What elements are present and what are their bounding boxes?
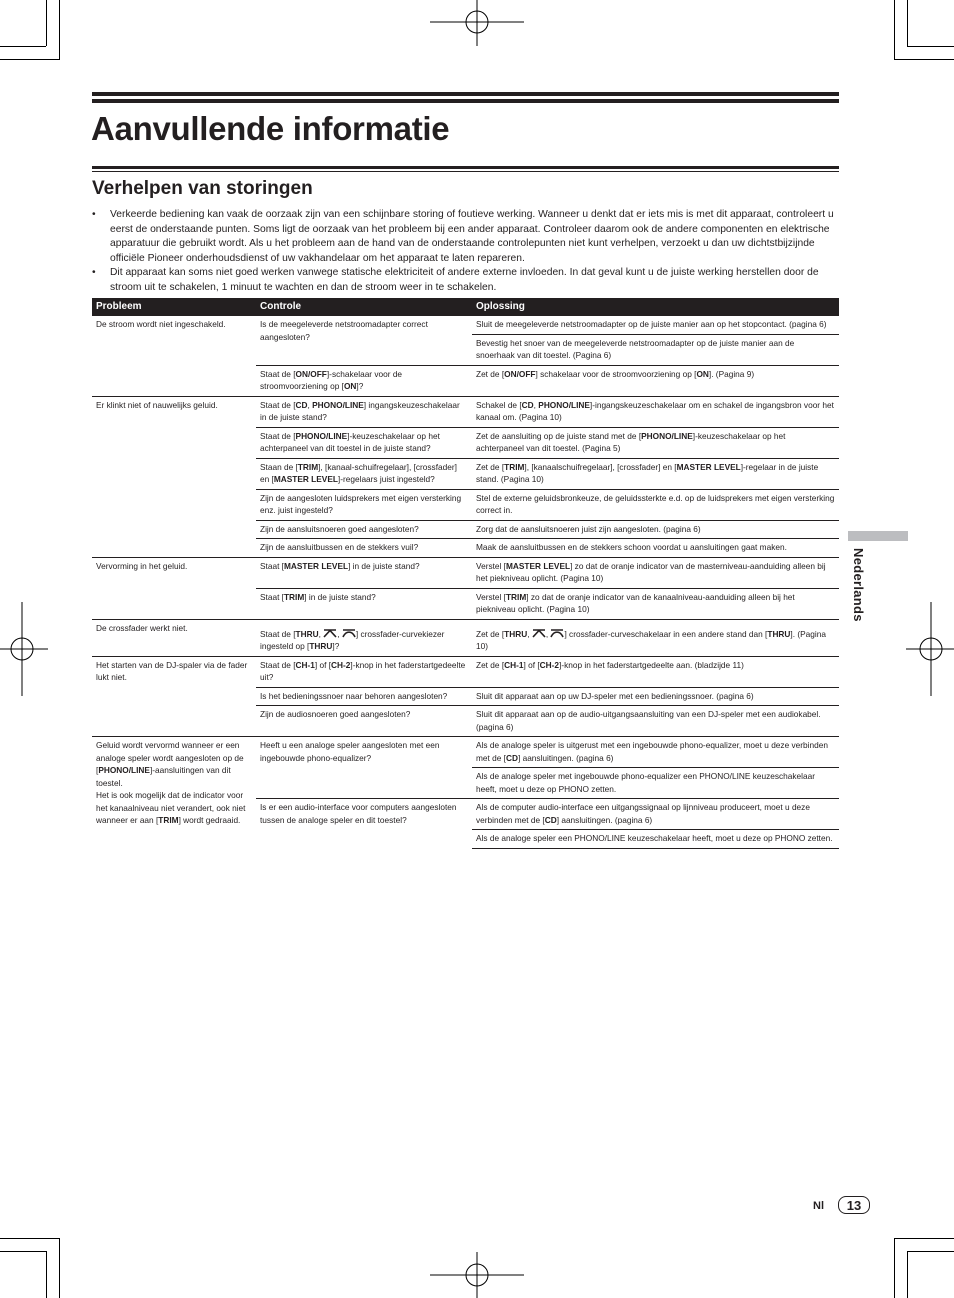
table-row — [92, 737, 839, 768]
solution-text: Zorg dat de aansluitsnoeren juist zijn aangesloten. (pagina 6) — [476, 523, 701, 534]
problem-cell: Geluid wordt vervormd wanneer er een analoge speler wordt aangesloten op de [PHONO/LINE]-aansluitingen van dit toestel. Het is ook mogelijk dat de indicator voor het kanaalniveau niet verandert, ook niet wanneer er aan [TRIM] wordt gedraaid. — [92, 737, 256, 849]
check-cell: Staat de [CD, PHONO/LINE] ingangskeuzeschakelaar in de juiste stand? — [256, 396, 472, 427]
check-text: Heeft u een analoge speler aangesloten met een ingebouwde phono-equalizer? — [260, 740, 440, 763]
control-label: THRU — [295, 628, 319, 639]
title-rule — [92, 99, 839, 103]
curve-smooth-icon — [342, 629, 356, 638]
table-header-row — [92, 298, 839, 316]
problem-cell — [92, 396, 256, 557]
check-text: Zijn de audiosnoeren goed aangesloten? — [260, 709, 411, 719]
control-label: ON — [696, 368, 709, 379]
crop-mark — [894, 1238, 895, 1298]
problem-text: Er klinkt niet of nauwelijks geluid. — [96, 399, 218, 410]
control-label: CH-2 — [331, 659, 351, 670]
table-row — [92, 557, 839, 588]
control-label: MASTER LEVEL — [676, 461, 741, 472]
crop-mark — [894, 1238, 954, 1239]
solution-cell: Zet de aansluiting op de juiste stand met de [PHONO/LINE]-keuzeschakelaar op het achterpaneel van dit toestel. (Pagina 5) — [472, 427, 839, 458]
crop-mark — [15, 46, 46, 47]
solution-cell: Zet de [THRU, , ] crossfader-curveschakelaar in een andere stand dan [THRU]. (Pagina 10) — [472, 619, 839, 656]
solution-text: Bevestig het snoer van de meegeleverde netstroomadapter op de juiste manier aan de snoerhaak van dit toestel. (Pagina 6) — [476, 337, 795, 360]
check-cell — [256, 489, 472, 520]
check-cell — [256, 539, 472, 558]
curve-smooth-icon — [550, 629, 564, 638]
problem-cell — [92, 316, 256, 396]
problem-cell — [92, 619, 256, 656]
solution-text: Maak de aansluitbussen en de stekkers schoon voordat u aansluitingen gaat maken. — [476, 542, 787, 552]
control-label: CH-2 — [539, 659, 560, 670]
control-label: TRIM — [297, 461, 319, 472]
registration-mark-icon — [906, 602, 954, 696]
problem-cell — [92, 557, 256, 619]
column-header: Controle — [256, 298, 472, 316]
check-cell: Staat de [THRU, , ] crossfader-curvekiezer ingesteld op [THRU]? — [256, 619, 472, 656]
check-cell: Staat de [PHONO/LINE]-keuzeschakelaar op het achterpaneel van dit toestel in de juiste stand? — [256, 427, 472, 458]
crop-mark — [0, 1251, 46, 1252]
solution-cell: Verstel [MASTER LEVEL] zo dat de oranje indicator van de masterniveau-aanduiding alleen bij het piekniveau oplicht. (Pagina 10) — [472, 557, 839, 588]
check-cell: Staat [MASTER LEVEL] in de juiste stand? — [256, 557, 472, 588]
control-label: TRIM — [504, 461, 525, 472]
solution-text: Sluit dit apparaat aan op de audio-uitgangsaansluiting van een DJ-speler met een audiokabel. (pagina 6) — [476, 709, 821, 732]
bullet: • — [92, 209, 96, 220]
title-rule — [92, 92, 839, 96]
curve-sharp-icon — [532, 629, 546, 638]
solution-cell: Zet de [CH-1] of [CH-2]-knop in het faderstartgedeelte aan. (bladzijde 11) — [472, 656, 839, 687]
crop-mark — [894, 59, 954, 60]
list-item — [92, 208, 842, 266]
control-label: TRIM — [283, 591, 305, 602]
crop-mark — [907, 0, 908, 46]
solution-cell — [472, 316, 839, 334]
control-label: THRU — [504, 628, 528, 639]
intro-text: Verkeerde bediening kan vaak de oorzaak zijn van een schijnbare storing of foutieve werking. Wanneer u denkt dat er iets mis is met dit apparaat, controleert u eerst de onderstaande punten. Soms ligt de oorzaak van het probleem bij een ander apparaat. Controleer daarom ook de andere componenten en elektrische apparatuur die gebruikt wordt. Als u het probleem aan de hand van de onderstaande controlepunten niet kunt verhelpen, verzoekt u dan uw dichtstbijzijnde officiële Pioneer onderhoudsdienst of uw vakhandelaar om het apparaat te laten repareren. — [110, 209, 834, 264]
registration-mark-icon — [430, 1250, 524, 1298]
control-label: PHONO/LINE — [641, 430, 693, 441]
check-text: Zijn de aangesloten luidsprekers met eigen versterking enz. juist ingesteld? — [260, 492, 462, 515]
control-label: CD — [505, 752, 518, 763]
solution-cell — [472, 539, 839, 558]
crop-mark — [894, 0, 895, 60]
problem-cell — [92, 656, 256, 737]
column-header: Oplossing — [472, 298, 839, 316]
control-label: MASTER LEVEL — [283, 560, 349, 571]
page-number: 13 — [838, 1196, 870, 1214]
check-cell: Staat [TRIM] in de juiste stand? — [256, 588, 472, 619]
control-label: CD — [295, 399, 308, 410]
crop-mark — [46, 1251, 47, 1298]
check-text: Is er een audio-interface voor computers aangesloten tussen de analoge speler en dit toestel? — [260, 802, 457, 825]
solution-text: Sluit de meegeleverde netstroomadapter op de juiste manier aan op het stopcontact. (pagina 6) — [476, 319, 827, 329]
solution-text: Stel de externe geluidsbronkeuze, de geluidssterkte e.d. op de luidsprekers met eigen versterking correct in. — [476, 492, 835, 515]
check-cell — [256, 687, 472, 706]
crop-mark — [907, 46, 954, 47]
control-label: ON — [343, 381, 357, 391]
solution-cell — [472, 687, 839, 706]
solution-cell: Als de computer audio-interface een uitgangssignaal op lijnniveau produceert, moet u deze verbinden met de [CD] aansluitingen. (pagina 6) — [472, 799, 839, 830]
table-row — [92, 316, 839, 334]
control-label: ON/OFF — [504, 368, 536, 379]
control-label: THRU — [767, 628, 791, 639]
solution-cell: Schakel de [CD, PHONO/LINE]-ingangskeuzeschakelaar om en schakel de ingangsbron voor het kanaal om. (Pagina 10) — [472, 396, 839, 427]
control-label: TRIM — [158, 815, 179, 825]
control-label: MASTER LEVEL — [273, 474, 338, 484]
curve-sharp-icon — [323, 629, 337, 638]
problem-text: De stroom wordt niet ingeschakeld. — [96, 319, 226, 329]
control-label: TRIM — [505, 591, 527, 602]
list-item — [92, 266, 842, 295]
table-row — [92, 396, 839, 427]
table-row — [92, 656, 839, 687]
solution-cell — [472, 706, 839, 737]
solution-cell — [472, 520, 839, 539]
registration-mark-icon — [430, 0, 524, 50]
check-text: Is het bedieningssnoer naar behoren aangesloten? — [260, 690, 448, 701]
solution-text: Als de analoge speler een PHONO/LINE keuzeschakelaar heeft, moet u deze op PHONO zetten. — [476, 833, 833, 843]
crop-mark — [59, 1238, 60, 1298]
check-cell: Staat de [ON/OFF]-schakelaar voor de stroomvoorziening op [ON]? — [256, 365, 472, 396]
control-label: PHONO/LINE — [312, 399, 364, 410]
bullet: • — [92, 267, 96, 279]
intro-list — [92, 208, 842, 296]
check-text: Is de meegeleverde netstroomadapter correct aangesloten? — [260, 319, 428, 342]
crop-mark — [59, 0, 60, 60]
check-cell — [256, 316, 472, 365]
problem-text: Vervorming in het geluid. — [96, 560, 188, 571]
page-title: Aanvullende informatie — [91, 110, 450, 147]
problem-text: De crossfader werkt niet. — [96, 622, 188, 633]
control-label: ON/OFF — [295, 368, 327, 379]
troubleshooting-table — [92, 298, 839, 849]
check-cell — [256, 737, 472, 799]
control-label: PHONO/LINE — [295, 430, 348, 441]
check-text: Zijn de aansluitsnoeren goed aangesloten? — [260, 523, 419, 534]
solution-text: Als de analoge speler met ingebouwde phono-equalizer een PHONO/LINE keuzeschakelaar heeft, moet u deze op PHONO zetten. — [476, 771, 815, 794]
solution-cell — [472, 830, 839, 849]
check-cell: Staat de [CH-1] of [CH-2]-knop in het faderstartgedeelte uit? — [256, 656, 472, 687]
check-text: Zijn de aansluitbussen en de stekkers vuil? — [260, 542, 419, 552]
crop-mark — [46, 0, 47, 46]
crop-mark — [0, 59, 60, 60]
check-cell — [256, 520, 472, 539]
check-cell — [256, 799, 472, 849]
solution-cell — [472, 334, 839, 365]
control-label: MASTER LEVEL — [505, 560, 571, 571]
problem-text: Het starten van de DJ-spaler via de fader lukt niet. — [96, 659, 248, 682]
check-cell — [256, 706, 472, 737]
solution-text: Sluit dit apparaat aan op uw DJ-speler met een bedieningssnoer. (pagina 6) — [476, 690, 754, 701]
crop-mark — [907, 1251, 954, 1252]
check-cell: Staan de [TRIM], [kanaal-schuifregelaar], [crossfader] en [MASTER LEVEL]-regelaars juist ingesteld? — [256, 458, 472, 489]
solution-cell: Als de analoge speler is uitgerust met een ingebouwde phono-equalizer, moet u deze verbinden met de [CD] aansluitingen. (pagina 6) — [472, 737, 839, 768]
control-label: CH-1 — [504, 659, 524, 670]
language-code: Nl — [813, 1200, 824, 1212]
column-header: Probleem — [92, 298, 256, 316]
solution-cell: Verstel [TRIM] zo dat de oranje indicator van de kanaalniveau-aanduiding alleen bij het piekniveau oplicht. (Pagina 10) — [472, 588, 839, 619]
solution-cell: Zet de [ON/OFF] schakelaar voor de stroomvoorziening op [ON]. (Pagina 9) — [472, 365, 839, 396]
title-rule — [92, 171, 839, 172]
control-label: PHONO/LINE — [538, 399, 590, 410]
registration-mark-icon — [0, 602, 48, 696]
control-label: THRU — [309, 641, 333, 651]
crop-mark — [0, 1238, 60, 1239]
section-heading: Verhelpen van storingen — [92, 178, 313, 199]
intro-text: Dit apparaat kan soms niet goed werken vanwege statische elektriciteit of andere externe invloeden. In dat geval kunt u de juiste werking herstellen door de stroom uit te schakelen, 1 minuut te wachten en dan de stroom weer in te schakelen. — [110, 267, 819, 293]
side-tab-marker — [848, 531, 908, 541]
solution-cell — [472, 768, 839, 799]
solution-cell: Zet de [TRIM], [kanaalschuifregelaar], [crossfader] en [MASTER LEVEL]-regelaar in de juiste stand. (Pagina 10) — [472, 458, 839, 489]
language-tab: Nederlands — [851, 548, 866, 622]
control-label: CD — [521, 399, 534, 410]
control-label: PHONO/LINE — [98, 765, 150, 775]
solution-cell — [472, 489, 839, 520]
crop-mark — [907, 1251, 908, 1298]
control-label: CD — [544, 814, 557, 825]
control-label: CH-1 — [295, 659, 315, 670]
title-rule — [92, 166, 839, 169]
table-row — [92, 619, 839, 656]
